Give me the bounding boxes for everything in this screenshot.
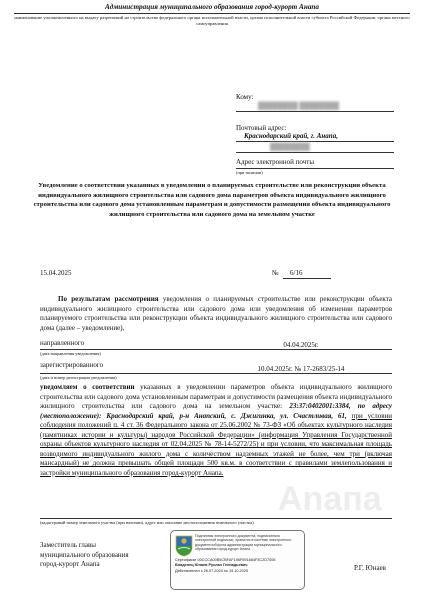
postal-label: Почтовый адрес: — [236, 124, 287, 132]
email-note: (при наличии) — [236, 170, 263, 175]
sent-value: 04.04.2025г. — [283, 341, 319, 349]
postal-value-2: ████████ — [270, 143, 310, 151]
stamp-owner: Владелец Юнаев Руслан Геннадьевич — [175, 563, 248, 568]
registered-underline — [40, 373, 392, 374]
to-underline — [236, 111, 394, 112]
position-line-1: Заместитель главы — [40, 541, 96, 549]
conformity-text-2: при условии соблюдения положений п. 4 ст. 36 Федерального закона от 25.06.2002 № 73-ФЗ «Об объектах культурного наследия (памятниках истории и культуры) народов Российской Федерации» (информация Управления Государственной охраны объектов культурного наследия от 02.04.2025 № 78-14-5272/25) и при условии, что максимальная площадь возводимого индивидуального жилого дома с количеством надземных этажей не более, чем три (включая мансардный) не должна превышать общей площади 500 кв.м. в соответствии с правилами землепользования и застройки муниципального образования город-курорт Анапа. — [40, 411, 393, 477]
signatory-name: Р.Г. Юнаев — [354, 564, 386, 572]
issuer-title: Администрация муниципального образования город-курорт Анапа — [104, 3, 319, 11]
conformity-text-1: указанных в уведомлении параметров объекта индивидуального жилищного строительства или садового дома установленным параметрам и допустимости размещения объекта индивидуального жилищного строительства или садового дома на земельном участке: — [40, 383, 392, 411]
stamp-details — [175, 558, 301, 574]
coat-of-arms-icon — [175, 535, 193, 557]
e-signature-stamp — [170, 530, 305, 590]
postal-underline — [236, 141, 394, 142]
position-line-3: город-курорт Анапа — [40, 560, 100, 568]
body-footnote: (кадастровый номер земельного участка (при наличии), адрес или описание местоположения земельного участка) — [40, 520, 254, 525]
sent-label: направленного — [40, 339, 85, 347]
registered-label: зарегистрированного — [40, 361, 104, 369]
results-paragraph — [40, 295, 392, 333]
to-value: ████████ ████████ — [258, 102, 340, 110]
registered-note: (дата и номер регистрации уведомления) — [40, 375, 117, 380]
notice-number-underline — [283, 278, 331, 279]
registered-value: 10.04.2025г. № 17-2683/25-14 — [257, 365, 345, 373]
postal-value: Краснодарский край, г. Анапа, — [244, 132, 338, 140]
watermark-graphic — [270, 455, 410, 535]
postal-underline-2 — [236, 152, 394, 153]
header-rule — [14, 13, 410, 14]
position-line-2: муниципального образования — [40, 550, 129, 559]
notice-date: 15.04.2025 — [40, 269, 72, 277]
cadastral-address: 23:37:0402001:3384, по адресу (местоположение): Краснодарский край, р-н Анапский, с. Джигинка, ул. Счастливая, 61, — [40, 402, 393, 420]
email-underline — [236, 168, 394, 169]
signatory-position — [40, 541, 129, 570]
stamp-validity: Действителен с 26.07.2024 по 19.10.2025 — [175, 568, 248, 573]
notice-number-label: № — [272, 269, 279, 277]
sent-note: (дата направления уведомления) — [40, 351, 101, 356]
svg-text:Anaпa: Anaпa — [278, 480, 382, 518]
email-label: Адрес электронной почты — [236, 158, 315, 166]
conformity-lead: уведомляем о соответствии — [40, 383, 135, 391]
stamp-certificate: Сертификат 00CCCA00B5CBFAF196F591684F3C2D7006 — [175, 558, 276, 562]
sent-underline — [40, 349, 392, 350]
to-label: Кому: — [236, 93, 254, 101]
issuer-note: наименование уполномоченного на выдачу разрешений на строительство федерального органа исполнительной власти, органа исполнительной власти субъекта Российской Федерации, органа местного самоуправления — [14, 15, 410, 26]
notice-title: Уведомление о соответствии указанных в уведомлении о планируемых строительстве или реконструкции объекта индивидуального жилищного строительства или садового дома параметров объекта индивидуального жилищного строительства или садового дома установленным параметрам и допустимости размещения объекта индивидуального жилищного строительства или садового дома на земельном участке — [33, 182, 391, 218]
notice-number: 6/16 — [290, 269, 303, 277]
results-lead: По результатам рассмотрения — [58, 295, 159, 303]
results-text: уведомления о планируемых строительстве или реконструкции объекта индивидуального жилищного строительства или садового дома или уведомления об изменении параметров планируемого строительства или реконструкции объекта индивидуального жилищного строительства или садового дома (далее – уведомление), — [40, 295, 392, 332]
stamp-header: Подлинник электронного документа, подписанного электронной подписью, хранится в системе электронного документооборота администрации муниципального образования город-курорт Анапа — [195, 534, 292, 552]
